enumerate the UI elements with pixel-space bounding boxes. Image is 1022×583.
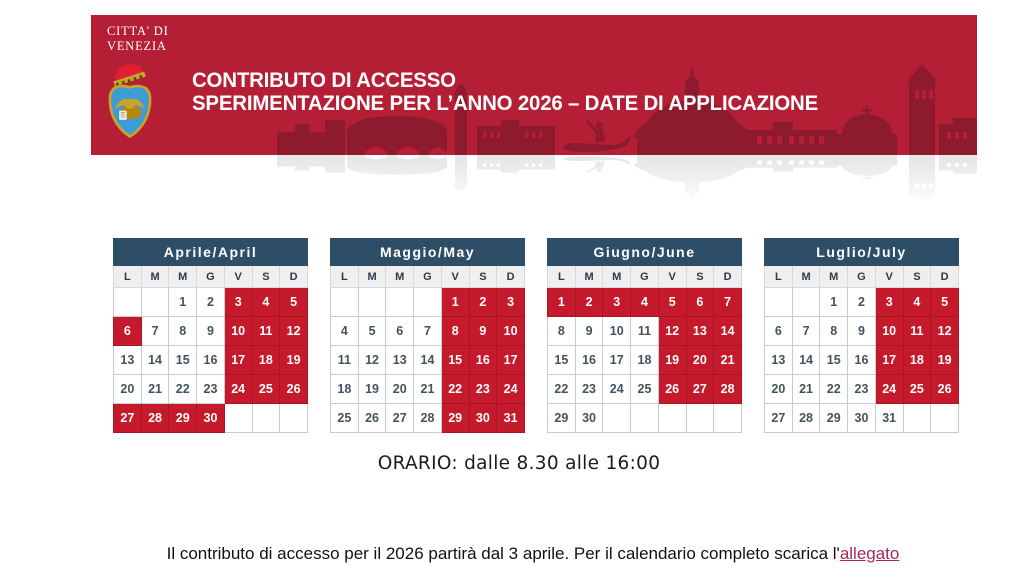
calendar-day-cell: 6 [686, 288, 714, 317]
calendar-day-cell: 21 [792, 375, 820, 404]
day-of-week-header: M [141, 266, 169, 288]
calendar-day-cell: 10 [875, 317, 903, 346]
calendar-day-cell: 6 [114, 317, 142, 346]
calendar-table [547, 238, 742, 433]
calendar-month-title: Maggio/May [331, 239, 525, 266]
calendar-day-cell: 15 [169, 346, 197, 375]
day-of-week-header: S [903, 266, 931, 288]
calendar-day-cell: 23 [197, 375, 225, 404]
calendar-day-cell: 18 [331, 375, 359, 404]
calendar-day-cell: 30 [469, 404, 497, 433]
calendar-day-cell: 13 [765, 346, 793, 375]
calendar-day-cell: 23 [848, 375, 876, 404]
calendar-day-cell: 26 [280, 375, 308, 404]
calendar-day-cell: 12 [931, 317, 959, 346]
calendar-day-cell: 25 [331, 404, 359, 433]
day-of-week-header: G [631, 266, 659, 288]
calendar-day-cell: 9 [469, 317, 497, 346]
calendar-day-cell: 10 [224, 317, 252, 346]
calendar-day-cell: 3 [497, 288, 525, 317]
calendar-day-cell: 8 [548, 317, 576, 346]
calendar-day-cell: 17 [603, 346, 631, 375]
calendar-day-cell: 19 [658, 346, 686, 375]
calendar-day-cell: 5 [931, 288, 959, 317]
calendar-day-cell: 4 [331, 317, 359, 346]
calendar-day-cell: 22 [169, 375, 197, 404]
calendar-day-cell: 20 [686, 346, 714, 375]
calendar-table [764, 238, 959, 433]
calendar-day-cell: 18 [903, 346, 931, 375]
skyline-reflection [91, 155, 977, 205]
calendar-day-cell: 7 [141, 317, 169, 346]
day-of-week-header: D [714, 266, 742, 288]
calendar-day-cell: 12 [658, 317, 686, 346]
calendar-day-cell: 24 [497, 375, 525, 404]
calendar-day-cell: 30 [575, 404, 603, 433]
calendar-day-cell: 12 [358, 346, 386, 375]
calendar-day-cell: 12 [280, 317, 308, 346]
calendar-day-cell: 22 [820, 375, 848, 404]
calendar-day-cell: 21 [714, 346, 742, 375]
day-of-week-header: V [441, 266, 469, 288]
calendar-day-cell: 22 [548, 375, 576, 404]
calendar-month-title: Luglio/July [765, 239, 959, 266]
calendar-day-cell: 29 [169, 404, 197, 433]
calendar-day-cell: 6 [386, 317, 414, 346]
calendar-day-cell: 9 [848, 317, 876, 346]
day-of-week-header: D [280, 266, 308, 288]
day-of-week-header: V [224, 266, 252, 288]
calendar-day-cell: 16 [197, 346, 225, 375]
calendar-day-cell: 26 [658, 375, 686, 404]
day-of-week-header: M [575, 266, 603, 288]
calendar-day-cell: 29 [441, 404, 469, 433]
calendar-day-cell: 23 [469, 375, 497, 404]
page-title-line2: SPERIMENTAZIONE PER L’ANNO 2026 – DATE DI APPLICAZIONE [192, 91, 819, 115]
day-of-week-header: G [197, 266, 225, 288]
calendar-day-cell: 13 [386, 346, 414, 375]
page-title-line1: CONTRIBUTO DI ACCESSO [192, 68, 456, 92]
calendar-day-cell: 27 [386, 404, 414, 433]
calendar-day-cell: 24 [603, 375, 631, 404]
calendar-aprile [113, 238, 308, 433]
day-of-week-header: S [469, 266, 497, 288]
calendar-empty-cell [280, 404, 308, 433]
calendar-luglio [764, 238, 959, 433]
calendar-day-cell: 4 [903, 288, 931, 317]
calendar-day-cell: 23 [575, 375, 603, 404]
calendar-day-cell: 8 [820, 317, 848, 346]
calendar-day-cell: 9 [575, 317, 603, 346]
day-of-week-header: M [169, 266, 197, 288]
calendar-day-cell: 17 [875, 346, 903, 375]
calendar-day-cell: 13 [686, 317, 714, 346]
calendar-day-cell: 7 [414, 317, 442, 346]
calendar-day-cell: 15 [548, 346, 576, 375]
calendar-table [113, 238, 308, 433]
footer-note [22, 544, 1022, 564]
calendar-giugno [547, 238, 742, 433]
logo-text-line1: CITTA' DI [107, 24, 169, 38]
calendar-day-cell: 20 [765, 375, 793, 404]
calendar-day-cell: 11 [631, 317, 659, 346]
calendar-empty-cell [414, 288, 442, 317]
calendar-day-cell: 22 [441, 375, 469, 404]
calendar-day-cell: 13 [114, 346, 142, 375]
calendar-day-cell: 27 [765, 404, 793, 433]
calendar-day-cell: 28 [141, 404, 169, 433]
calendar-day-cell: 24 [224, 375, 252, 404]
calendar-day-cell: 25 [631, 375, 659, 404]
calendar-day-cell: 28 [714, 375, 742, 404]
calendar-day-cell: 29 [548, 404, 576, 433]
calendar-day-cell: 16 [575, 346, 603, 375]
city-logo [107, 24, 197, 54]
day-of-week-header: G [848, 266, 876, 288]
calendar-day-cell: 2 [469, 288, 497, 317]
calendar-day-cell: 27 [686, 375, 714, 404]
calendar-table [330, 238, 525, 433]
calendar-day-cell: 19 [931, 346, 959, 375]
calendar-day-cell: 14 [714, 317, 742, 346]
calendar-empty-cell [114, 288, 142, 317]
calendar-empty-cell [658, 404, 686, 433]
calendar-day-cell: 4 [631, 288, 659, 317]
calendar-day-cell: 10 [497, 317, 525, 346]
calendar-day-cell: 30 [197, 404, 225, 433]
day-of-week-header: V [658, 266, 686, 288]
calendar-day-cell: 5 [358, 317, 386, 346]
calendar-day-cell: 17 [224, 346, 252, 375]
page-title [192, 69, 818, 115]
calendar-day-cell: 3 [224, 288, 252, 317]
calendar-day-cell: 2 [575, 288, 603, 317]
day-of-week-header: S [686, 266, 714, 288]
calendar-day-cell: 10 [603, 317, 631, 346]
calendar-day-cell: 8 [441, 317, 469, 346]
day-of-week-header: M [820, 266, 848, 288]
calendar-day-cell: 21 [414, 375, 442, 404]
calendar-day-cell: 14 [414, 346, 442, 375]
calendar-day-cell: 19 [358, 375, 386, 404]
calendar-day-cell: 25 [903, 375, 931, 404]
calendar-day-cell: 20 [386, 375, 414, 404]
calendar-day-cell: 3 [875, 288, 903, 317]
calendar-day-cell: 1 [169, 288, 197, 317]
calendar-day-cell: 17 [497, 346, 525, 375]
calendar-day-cell: 26 [358, 404, 386, 433]
calendar-day-cell: 6 [765, 317, 793, 346]
calendar-day-cell: 15 [441, 346, 469, 375]
calendar-month-title: Aprile/April [114, 239, 308, 266]
calendar-empty-cell [686, 404, 714, 433]
calendar-day-cell: 20 [114, 375, 142, 404]
calendar-day-cell: 21 [141, 375, 169, 404]
header-banner [91, 15, 977, 155]
day-of-week-header: L [548, 266, 576, 288]
calendar-day-cell: 2 [197, 288, 225, 317]
calendar-day-cell: 5 [658, 288, 686, 317]
calendar-day-cell: 11 [903, 317, 931, 346]
calendar-empty-cell [714, 404, 742, 433]
day-of-week-header: L [765, 266, 793, 288]
calendar-day-cell: 18 [631, 346, 659, 375]
calendar-day-cell: 24 [875, 375, 903, 404]
calendar-day-cell: 14 [141, 346, 169, 375]
schedule-text: ORARIO: dalle 8.30 alle 16:00 [377, 453, 661, 474]
calendar-empty-cell [224, 404, 252, 433]
calendar-empty-cell [903, 404, 931, 433]
calendar-day-cell: 30 [848, 404, 876, 433]
calendar-row [113, 238, 959, 433]
calendar-day-cell: 15 [820, 346, 848, 375]
calendar-day-cell: 31 [875, 404, 903, 433]
calendar-empty-cell [386, 288, 414, 317]
calendar-day-cell: 16 [469, 346, 497, 375]
day-of-week-header: M [792, 266, 820, 288]
footer-text: Il contributo di accesso per il 2026 partirà dal 3 aprile. Per il calendario completo scarica l' [166, 544, 840, 563]
calendar-day-cell: 5 [280, 288, 308, 317]
day-of-week-header: V [875, 266, 903, 288]
calendar-empty-cell [603, 404, 631, 433]
day-of-week-header: G [414, 266, 442, 288]
calendar-empty-cell [765, 288, 793, 317]
calendar-day-cell: 7 [792, 317, 820, 346]
calendar-day-cell: 18 [252, 346, 280, 375]
attachment-link[interactable]: allegato [839, 544, 900, 563]
calendar-day-cell: 4 [252, 288, 280, 317]
calendar-day-cell: 14 [792, 346, 820, 375]
calendar-day-cell: 27 [114, 404, 142, 433]
day-of-week-header: D [931, 266, 959, 288]
calendar-day-cell: 9 [197, 317, 225, 346]
calendar-day-cell: 1 [820, 288, 848, 317]
calendar-month-title: Giugno/June [548, 239, 742, 266]
calendar-maggio [330, 238, 525, 433]
calendar-empty-cell [931, 404, 959, 433]
calendar-day-cell: 8 [169, 317, 197, 346]
day-of-week-header: S [252, 266, 280, 288]
calendar-empty-cell [358, 288, 386, 317]
day-of-week-header: D [497, 266, 525, 288]
calendar-empty-cell [792, 288, 820, 317]
calendar-day-cell: 11 [331, 346, 359, 375]
calendar-day-cell: 11 [252, 317, 280, 346]
calendar-day-cell: 2 [848, 288, 876, 317]
calendar-day-cell: 28 [414, 404, 442, 433]
calendar-day-cell: 29 [820, 404, 848, 433]
calendar-day-cell: 31 [497, 404, 525, 433]
logo-text-line2: VENEZIA [107, 38, 167, 53]
calendar-empty-cell [141, 288, 169, 317]
venice-coat-of-arms-icon [105, 53, 155, 145]
calendar-day-cell: 28 [792, 404, 820, 433]
calendar-day-cell: 19 [280, 346, 308, 375]
calendar-day-cell: 1 [441, 288, 469, 317]
calendar-empty-cell [631, 404, 659, 433]
calendar-day-cell: 1 [548, 288, 576, 317]
day-of-week-header: L [114, 266, 142, 288]
day-of-week-header: M [603, 266, 631, 288]
day-of-week-header: M [386, 266, 414, 288]
day-of-week-header: M [358, 266, 386, 288]
calendar-empty-cell [252, 404, 280, 433]
calendar-day-cell: 7 [714, 288, 742, 317]
calendar-day-cell: 16 [848, 346, 876, 375]
calendar-day-cell: 26 [931, 375, 959, 404]
calendar-day-cell: 3 [603, 288, 631, 317]
day-of-week-header: L [331, 266, 359, 288]
calendar-empty-cell [331, 288, 359, 317]
calendar-day-cell: 25 [252, 375, 280, 404]
